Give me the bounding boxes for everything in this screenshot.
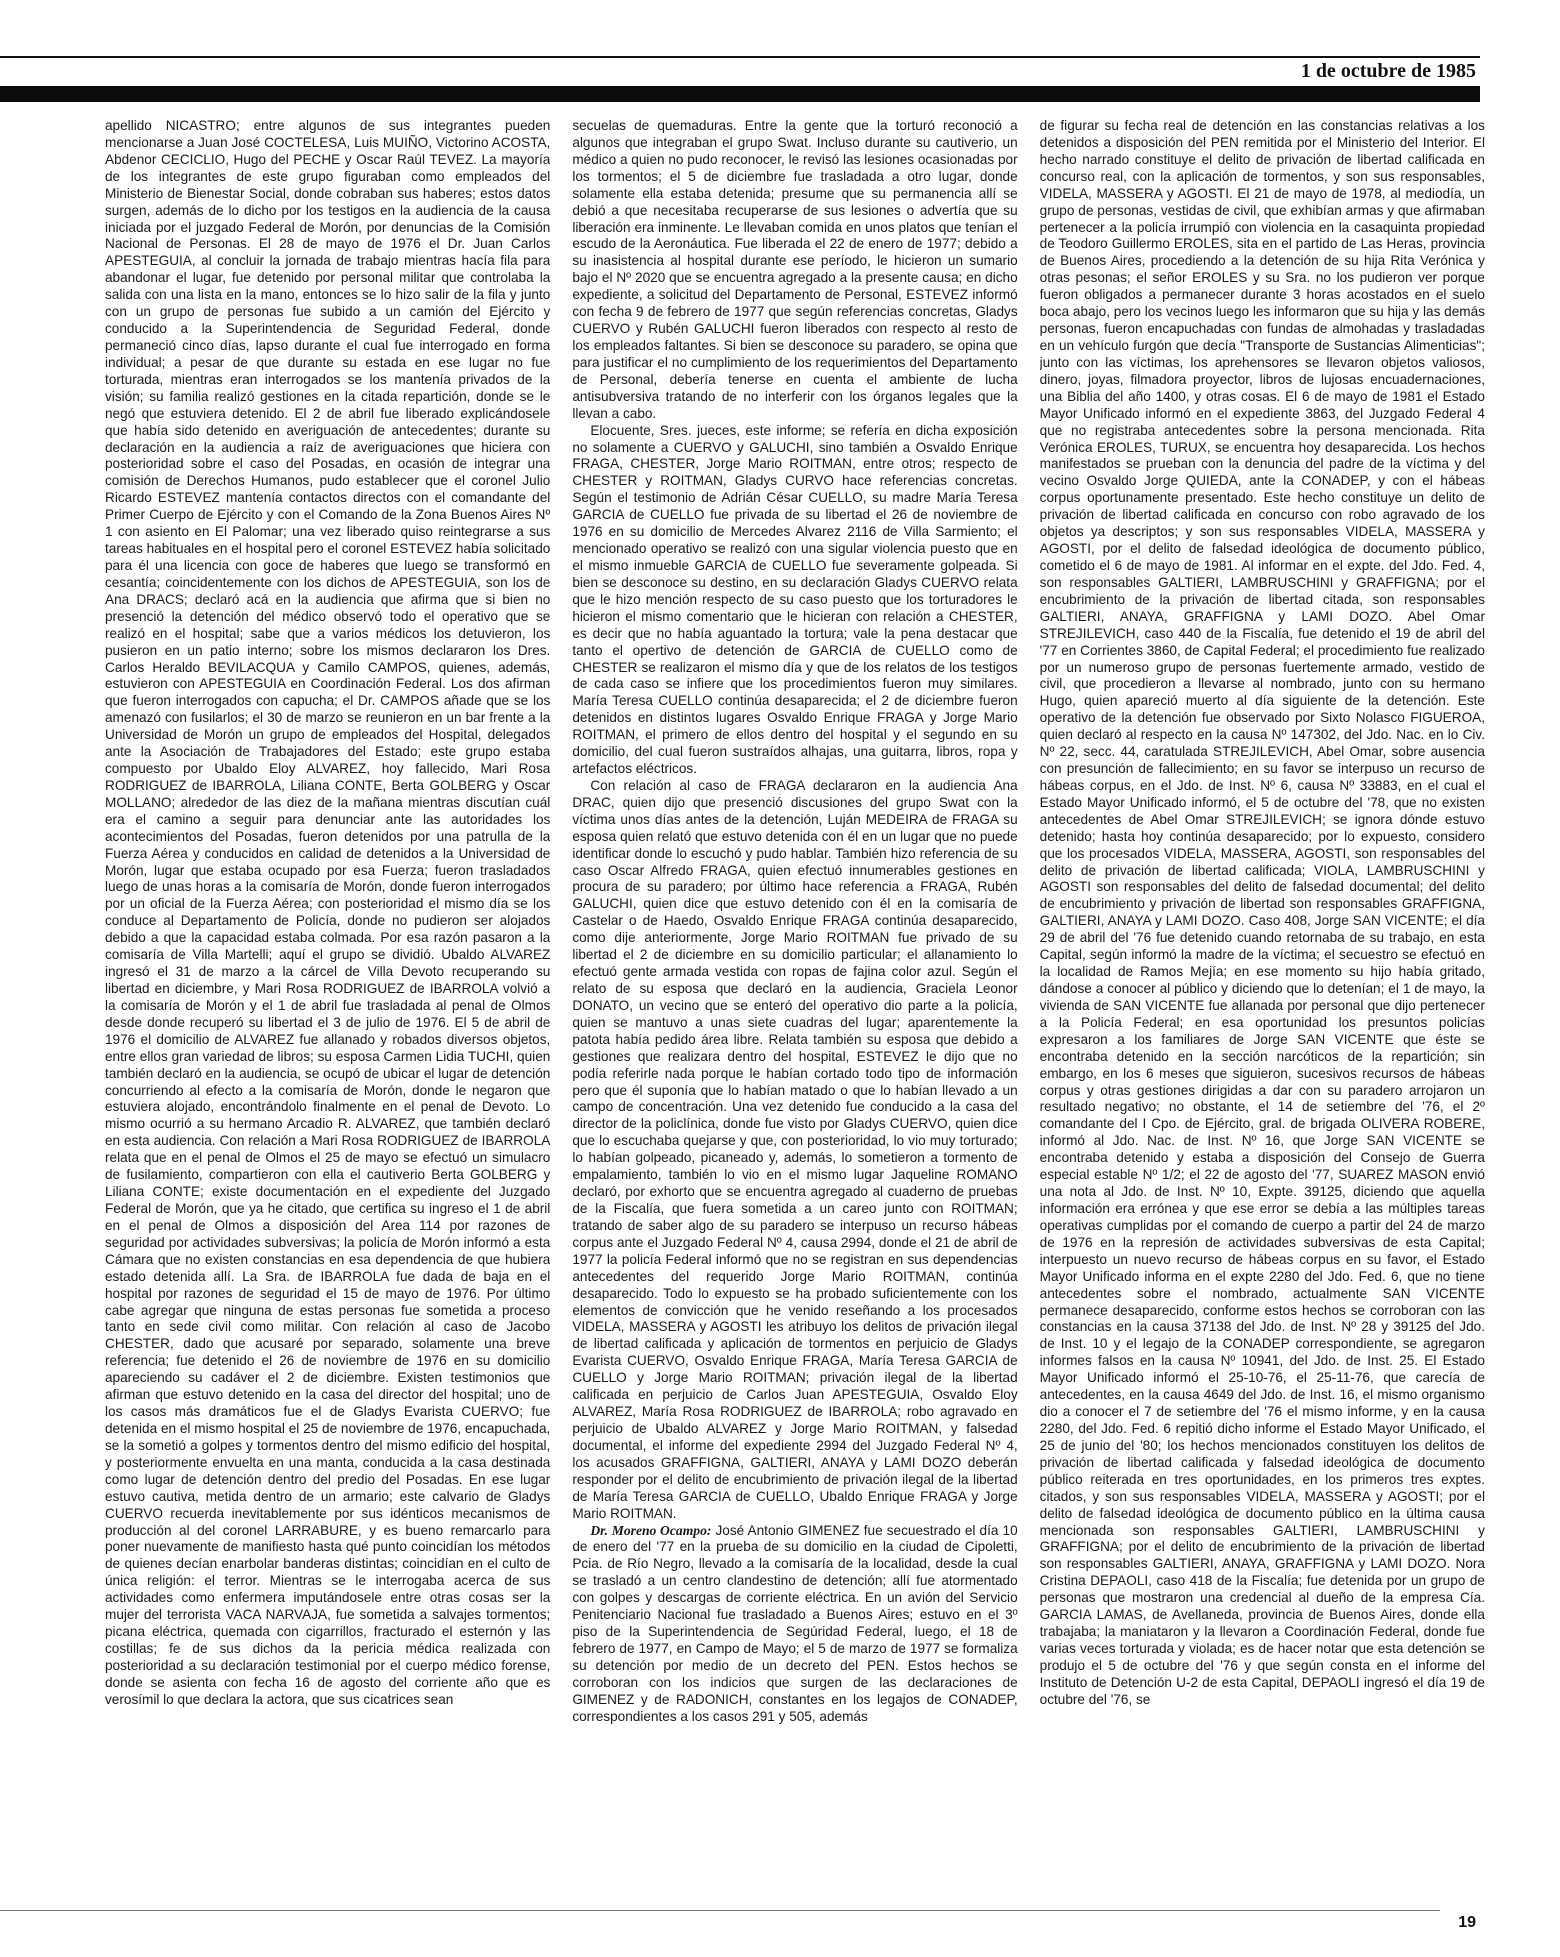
paragraph-text: José Antonio GIMENEZ fue secuestrado el día 10 de enero del '77 en la prueba de su domicilio en la ciudad de Cipoletti, Pcia. de Río Negro, llevado a la comisaría de la localidad, desde la cual se trasladó a un centro clandestino de detención; allí fue atormentado con golpes y descargas de corriente eléctrica. En un avión del Servicio Penitenciario Nacional fue trasladado a Buenos Aires; estuvo en el 3º piso de la Superintendencia de Segúridad Federal, luego, el 18 de febrero de 1977, en Campo de Mayo; el 5 de marzo de 1977 se formaliza su detención por medio de un decreto del PEN. Estos hechos se corroboran con los indicios que surgen de las declaraciones de GIMENEZ y de RADONICH, constantes en los legajos de CONADEP, correspondientes a los casos 291 y 505, además	[572, 1522, 1018, 1724]
page-number: 19	[1458, 1914, 1476, 1931]
header-bar	[0, 86, 1480, 102]
paragraph: secuelas de quemaduras. Entre la gente que la torturó reconoció a algunos que integraban el grupo Swat. Incluso durante su cautiverio, un médico a quien no pudo reconocer, le revisó las lesiones ocasionadas por los tormentos; el 5 de diciembre fue trasladada a otro lugar, donde solamente ella estaba detenida; presume que su permanencia allí se debió a que necesitaba recuperarse de sus lesiones o advertía que su liberación era inminente. Le llevaban comida en unos platos que tenían el escudo de la Aeronáutica. Fue liberada el 22 de enero de 1977; debido a su inasistencia al hospital durante ese período, le hicieron un sumario bajo el Nº 2020 que se encuentra agregado a la presente causa; en dicho expediente, a solicitud del Departamento de Personal, ESTEVEZ informó con fecha 9 de febrero de 1977 que según referencias concretas, Gladys CUERVO y Rubén GALUCHI fueron liberados con respecto al resto de los empleados faltantes. Si bien se desconoce su paradero, se opina que para justificar el no cumplimiento de los requerimientos del Departamento de Personal, debería tenerse en cuenta el ambiente de lucha antisubversiva tratando de no interferir con los órganos legales que la llevan a cabo.	[572, 118, 1018, 421]
column-1	[105, 118, 550, 1888]
column-3	[1040, 118, 1485, 1888]
paragraph: apellido NICASTRO; entre algunos de sus integrantes pueden mencionarse a Juan José COCTELESA, Luis MUIÑO, Victorino ACOSTA, Abdenor CECICLIO, Hugo del PECHE y Oscar Raúl TEVEZ. La mayoría de los integrantes de este grupo figuraban como empleados del Ministerio de Bienestar Social, donde cobraban sus haberes; estos datos surgen, además de lo dicho por los testigos en la audiencia de la causa iniciada por el juzgado Federal de Morón, por denuncias de la Comisión Nacional de Personas. El 28 de mayo de 1976 el Dr. Juan Carlos APESTEGUIA, al concluir la jornada de trabajo mientras hacía fila para abandonar el lugar, fue detenido por personal militar que controlaba la salida con una lista en la mano, entonces se lo hizo salir de la fila y junto con un grupo de personas fue subido a un camión del Ejército y conducido a la Superintendencia de Seguridad Federal, donde permaneció cinco días, lapso durante el cual fue interrogado en forma individual; a pesar de que durante su estada en ese lugar no fue torturada, mientras eran interrogados se los mantenía privados de la visión; su familia realizó gestiones en la citada repartición, donde se le negó que estuviera detenido. El 2 de abril fue liberado explicándosele que había sido detenido en averiguación de antecedentes; durante su declaración en la audiencia a raíz de averiguaciones que hiciera con posterioridad sobre el caso del Posadas, en ocasión de integrar una comisión de Derechos Humanos, pudo establecer que el coronel Julio Ricardo ESTEVEZ mantenía contactos directos con el comandante del Primer Cuerpo de Ejército y con el Comando de la Zona Buenos Aires Nº 1 con asiento en El Palomar; una vez liberado quiso reintegrarse a sus tareas habituales en el hospital pero el coronel ESTEVEZ había solicitado para él una licencia con goce de haberes que luego se transformó en cesantía; coincidentemente con los dichos de APESTEGUIA, son los de Ana DRACS; declaró acá en la audiencia que afirma que si bien no presenció la detención del médico observó todo el operativo que se realizó en el hospital; sabe que a varios médicos los detuvieron, los pusieron en un patio interno; sobre los mismos declararon los Dres. Carlos Heraldo BEVILACQUA y Camilo CAMPOS, quienes, además, estuvieron con APESTEGUIA en Coordinación Federal. Los dos afirman que fueron interrogados con capucha; el Dr. CAMPOS añade que se los amenazó con fusilarlos; el 30 de marzo se reunieron en un bar frente a la Universidad de Morón un grupo de empleados del Hospital, delegados ante la Asociación de Trabajadores del Estado; este grupo estaba compuesto por Ubaldo Eloy ALVAREZ, hoy fallecido, Mari Rosa RODRIGUEZ de IBARROLA, Liliana CONTE, Berta GOLBERG y Oscar MOLLANO; alrededor de las diez de la mañana mientras discutían cuál era el camino a seguir para denunciar ante las autoridades los acontecimientos del Posadas, fueron detenidos por una patrulla de la Fuerza Aérea y conducidos en calidad de detenidos a la Universidad de Morón, lugar que estaba ocupado por esa Fuerza; fueron trasladados luego de unas horas a la comisaría de Morón, donde fueron interrogados por un oficial de la Fuerza Aérea; con posterioridad el mismo día se los conduce al Departamento de Policía, donde no pudieron ser alojados debido a que la capacidad estaba colmada. Por esa razón pasaron a la comisaría de Villa Martelli; aquí el grupo se dividió. Ubaldo ALVAREZ ingresó el 31 de marzo a la cárcel de Villa Devoto recuperando su libertad en diciembre, y Mari Rosa RODRIGUEZ de IBARROLA volvió a la comisaría de Morón y el 1 de abril fue trasladada al penal de Olmos desde donde recuperó su libertad el 3 de julio de 1976. El 5 de abril de 1976 el domicilio de ALVAREZ fue allanado y robados diversos objetos, entre ellos gran variedad de libros; su esposa Carmen Lidia TUCHI, quien también declaró en la audiencia, se ocupó de ubicar el lugar de detención concurriendo al efecto a la comisaría de Morón, donde le negaron que estuviera alojado, encontrándolo finalmente en el penal de Devoto. Lo mismo ocurrió a su hermano Arcadio R. ALVAREZ, que también declaró en esta audiencia. Con relación a Mari Rosa RODRIGUEZ de IBARROLA relata que en el penal de Olmos el 25 de mayo se efectuó un simulacro de fusilamiento, compartieron con ella el cautiverio Berta GOLBERG y Liliana CONTE; existe documentación en el expediente del Juzgado Federal de Morón, que ya he citado, que certifica su ingreso el 1 de abril en el penal de Olmos a disposición del Area 114 por razones de seguridad por actividades subversivas; la policía de Morón informó a esta Cámara que no existen constancias en esa dependencia de que hubiera estado detenida allí. La Sra. de IBARROLA fue dada de baja en el hospital por razones de seguridad el 15 de mayo de 1976. Por último cabe agregar que ninguna de estas personas fue sometida a proceso tanto en sede civil como militar. Con relación al caso de Jacobo CHESTER, dado que acusaré por separado, solamente una breve referencia; fue detenido el 26 de noviembre de 1976 en su domicilio apareciendo su cadáver el 2 de diciembre. Existen testimonios que afirman que estuvo detenido en la casa del director del hospital; uno de los casos más dramáticos fue el de Gladys Evarista CUERVO; fue detenida en el mismo hospital el 25 de noviembre de 1976, encapuchada, se la sometió a golpes y tormentos dentro del mismo edificio del hospital, y posteriormente envuelta en una manta, conducida a la casa destinada como lugar de detención dentro del predio del Posadas. En ese lugar estuvo cautiva, metida dentro de un armario; este calvario de Gladys CUERVO recuerda inevitablemente por sus idénticos mecanismos de producción al del coronel LARRABURE, y es bueno remarcarlo para poner nuevamente de manifiesto hasta qué punto coincidían los métodos de quienes decían enarbolar banderas distintas; coincidían en el culto de única religión: el terror. Mientras se le interrogaba acerca de sus actividades como enfermera imputándosele entre otras cosas ser la mujer del terrorista VACA NARVAJA, fue sometida a salvajes tormentos; picana eléctrica, quemada con cigarrillos, fracturado el esternón y las costillas; fe de sus dichos da la pericia médica realizada con posterioridad a su declaración testimonial por el cuerpo médico forense, donde se asienta con fecha 16 de agosto del corriente año que es verosímil lo que declara la actora, que sus cicatrices sean	[105, 118, 551, 1707]
speaker-lead: Dr. Moreno Ocampo:	[590, 1522, 712, 1538]
paragraph	[572, 1523, 1017, 1726]
paragraph: Elocuente, Sres. jueces, este informe; se refería en dicha exposición no solamente a CUERVO y GALUCHI, sino también a Osvaldo Enrique FRAGA, CHESTER, Jorge Mario ROITMAN, entre otros; respecto de CHESTER y ROITMAN, Gladys CURVO hace referencias concretas. Según el testimonio de Adrián César CUELLO, su madre María Teresa GARCIA de CUELLO fue privada de su libertad el 26 de noviembre de 1976 en su domicilio de Mercedes Alvarez 2116 de Villa Sarmiento; el mencionado operativo se realizó con una sigular violencia puesto que en el mismo inmueble GARCIA de CUELLO fue severamente golpeada. Si bien se desconoce su destino, en su declaración Gladys CUERVO relata que le hizo mención respecto de su caso puesto que los torturadores le hicieron el mismo comentario que le hicieran con relación a CHESTER, es decir que no había aguantado la tortura; vale la pena destacar que tanto el opertivo de detención de GARCIA de CUELLO como de CHESTER se realizaron el mismo día y que de los relatos de los testigos de cada caso se infiere que los procedimientos fueron muy similares. María Teresa CUELLO continúa desaparecida; el 2 de diciembre fueron detenidos en distintos lugares Osvaldo Enrique FRAGA y Jorge Mario ROITMAN, el primero de ellos dentro del hospital y el segundo en su domicilio, del cual fueron sustraídos alhajas, una guitarra, libros, ropa y artefactos eléctricos.	[572, 422, 1018, 777]
issue-date: 1 de octubre de 1985	[1300, 60, 1476, 82]
header-rule	[0, 56, 1480, 58]
text-columns	[105, 118, 1485, 1888]
footer-rule	[0, 1910, 1440, 1911]
paragraph: Con relación al caso de FRAGA declararon en la audiencia Ana DRAC, quien dijo que presenció discusiones del grupo Swat con la víctima unos días antes de la detención, Luján MEDEIRA de FRAGA su esposa quien relató que estuvo detenida con él en un lugar que no puede identificar donde lo escuchó y pudo hablar. También hizo referencia de su caso Oscar Alfredo FRAGA, quien efectuó innumerables gestiones en procura de su paradero; por último hace referencia a FRAGA, Rubén GALUCHI, quien dice que estuvo detenido con él en la comisaría de Castelar o de Haedo, Osvaldo Enrique FRAGA continúa desaparecido, como dije anteriormente, Jorge Mario ROITMAN fue privado de su libertad el 2 de diciembre en su domicilio particular; el allanamiento lo efectuó gente armada vestida con ropas de fajina color azul. Según el relato de su esposa que declaró en la audiencia, Graciela Leonor DONATO, un vecino que se enteró del operativo dio parte a la policía, quien se mantuvo a unas siete cuadras del lugar; aparentemente la patota había pedido área libre. Relata también su esposa que debido a gestiones que realizara dentro del hospital, ESTEVEZ le dijo que no podía referirle nada porque le habían cortado todo tipo de información pero que él suponía que lo habían matado o que lo habían llevado a un campo de concentración. Una vez detenido fue conducido a la casa del director de la policlínica, donde fue visto por Gladys CUERVO, quien dice que lo escuchaba quejarse y que, con posterioridad, lo vio muy torturado; lo habían golpeado, picaneado y, además, lo sometieron a tormento de empalamiento, también lo vio en el mismo lugar Jaqueline ROMANO declaró, por exhorto que se encuentra agregado al cuaderno de pruebas de la Fiscalía, que fuera sometida a un careo junto con ROITMAN; tratando de saber algo de su paradero se interpuso un recurso hábeas corpus ante el Juzgado Federal Nº 4, causa 2994, donde el 21 de abril de 1977 la policía Federal informó que no se registran en sus dependencias antecedentes del requerido Jorge Mario ROITMAN, continúa desaparecido. Todo lo expuesto se ha probado suficientemente con los elementos de convicción que he venido reseñando a los procesados VIDELA, MASSERA y AGOSTI les atribuyo los delitos de privación ilegal de libertad calificada y aplicación de tormentos en perjuicio de Gladys Evarista CUERVO, Osvaldo Enrique FRAGA, María Teresa GARCIA de CUELLO y Jorge Mario ROITMAN; privación ilegal de la libertad calificada en perjuicio de Carlos Juan APESTEGUIA, Osvaldo Eloy ALVAREZ, María Rosa RODRIGUEZ de IBARROLA; robo agravado en perjuicio de Ubaldo ALVAREZ y Jorge Mario ROITMAN, y falsedad documental, el informe del expediente 2994 del Juzgado Federal Nº 4, los acusados GRAFFIGNA, GALTIERI, ANAYA y LAMI DOZO deberán responder por el delito de encubrimiento de privación ilegal de la libertad de María Teresa GARCIA de CUELLO, Ubaldo Enrique FRAGA y Jorge Mario ROITMAN.	[572, 777, 1018, 1521]
column-2	[572, 118, 1017, 1888]
paragraph: de figurar su fecha real de detención en las constancias relativas a los detenidos a disposición del PEN remitida por el Ministerio del Interior. El hecho narrado constituye el delito de privación de libertad calificada en concurso real, con la aplicación de tormentos, y son sus responsables, VIDELA, MASSERA y AGOSTI. El 21 de mayo de 1978, al mediodía, un grupo de personas, vestidas de civil, que exhibían armas y que afirmaban pertenecer a la policía irrumpió con violencia en la casaquinta propiedad de Teodoro Guillermo EROLES, sita en el partido de Las Heras, provincia de Buenos Aires, procediendo a la detención de su hija Rita Verónica y otras pesonas; el señor EROLES y su Sra. no los pudieron ver porque fueron obligados a permanecer durante 3 horas acostados en el suelo boca abajo, pero los vecinos luego les informaron que su hija y las demás personas, fueron encapuchadas con fundas de almohadas y trasladadas en un vehículo furgón que decía "Transporte de Sustancias Alimenticias"; junto con las víctimas, los aprehensores se llevaron objetos valiosos, dinero, joyas, filmadora proyector, libros de lujosas encuadernaciones, una Biblia del año 1400, y otras cosas. El 6 de mayo de 1981 el Estado Mayor Unificado informó en el expediente 3863, del Juzgado Federal 4 que no registraba antecedentes sobre la persona mencionada. Rita Verónica EROLES, TURUX, se encuentra hoy desaparecida. Los hechos manifestados se prueban con la denuncia del padre de la víctima y del vecino Osvaldo Jorge QUIEDA, ante la CONADEP, y con el hábeas corpus oportunamente presentado. Este hecho constituye un delito de privación de libertad calificada en concurso con robo agravado de los objetos ya descriptos; y son sus responsables VIDELA, MASSERA y AGOSTI, por el delito de falsedad ideológica de documento público, cometido el 6 de mayo de 1981. Al informar en el expte. del Jdo. Fed. 4, son responsables GALTIERI, LAMBRUSCHINI y GRAFFIGNA; por el encubrimiento de la privación de libertad citada, son responsables GALTIERI, ANAYA, GRAFFIGNA y LAMI DOZO. Abel Omar STREJILEVICH, caso 440 de la Fiscalía, fue detenido el 19 de abril del '77 en Corrientes 3860, de Capital Federal; el procedimiento fue realizado por un numeroso grupo de personas fuertemente armado, vestido de civil, que procedieron a llevarse al nombrado, junto con su hermano Hugo, quien apareció muerto al día siguiente de la detención. Este operativo de la detención fue observado por Sixto Nolasco FIGUEROA, quien declaró al respecto en la causa Nº 147302, del Jdo. Nac. en lo Civ. Nº 22, secc. 44, caratulada STREJILEVICH, Abel Omar, sobre ausencia con presunción de fallecimiento; en su favor se interpuso un recurso de hábeas corpus, en el Jdo. de Inst. Nº 6, causa Nº 33883, en el cual el Estado Mayor Unificado informó, el 5 de octubre del '78, que no existen antecedentes de Abel Omar STREJILEVICH; se ignora dónde estuvo detenido; hasta hoy continúa desaparecido; por lo expuesto, considero que los procesados VIDELA, MASSERA, AGOSTI, son responsables del delito de privación de libertad calificada; VIOLA, LAMBRUSCHINI y AGOSTI son responsables del delito de falsedad documental; del delito de encubrimiento y privación de libertad son responsables GRAFFIGNA, GALTIERI, ANAYA y LAMI DOZO. Caso 408, Jorge SAN VICENTE; el día 29 de abril del '76 fue detenido cuando retornaba de su trabajo, en esta Capital, según informó la madre de la víctima; el secuestro se efectuó en la localidad de Ramos Mejía; en ese momento su hijo había gritado, dándose a conocer al público y diciendo que lo detenían; el 1 de mayo, la vivienda de SAN VICENTE fue allanada por personal que dijo pertenecer a la Policía Federal; en esa oportunidad los presuntos policías expresaron a los familiares de Jorge SAN VICENTE que éste se encontraba detenido en la sección narcóticos de la repartición; sin embargo, en los 6 meses que siguieron, sucesivos recursos de hábeas corpus y otras gestiones dirigidas a dar con su paradero arrojaron un resultado negativo; no obstante, el 14 de setiembre del '76, el 2º comandante del I Cpo. de Ejército, gral. de brigada OLIVERA ROBERE, informó al Jdo. Nac. de Inst. Nº 16, que Jorge SAN VICENTE se encontraba detenido y estaba a disposición del Consejo de Guerra especial estable Nº 1/2; el 22 de agosto del '77, SUAREZ MASON envió una nota al Jdo. de Inst. Nº 10, Expte. 39125, diciendo que aquella información era errónea y que ese error se debía a las múltiples tareas operativas cumplidas por el comando de cuerpo a partir del 24 de marzo de 1976 en la represión de actividades subversivas de esta Capital; interpuesto un nuevo recurso de hábeas corpus en su favor, el Estado Mayor Unificado informa en el expte 2280 del Jdo. Fed. 6, que no tiene antecedentes sobre el nombrado, actualmente SAN VICENTE permanece desaparecido, conforme estos hechos se corroboran con las constancias en la causa 37138 del Jdo. de Inst. Nº 28 y 39125 del Jdo. de Inst. 10 y el legajo de la CONADEP correspondiente, se agregaron informes falsos en la causa Nº 10941, del Jdo. de Inst. 25. El Estado Mayor Unificado informó el 25-10-76, el 25-11-76, que carecía de antecedentes, en la causa 4649 del Jdo. de Inst. 16, el mismo organismo dio a conocer el 7 de setiembre del '76 el mismo informe, y en la causa 2280, del Jdo. Fed. 6 repitió dicho informe el Estado Mayor Unificado, el 25 de junio del '80; los hechos mencionados constituyen los delitos de privación de libertad calificada y falsedad ideológica de documento público reiterada en tres oportunidades, en los primeros tres exptes. citados, y son sus responsables VIDELA, MASSERA y AGOSTI; por el delito de falsedad ideológica de documento público en la última causa mencionada son responsables GALTIERI, LAMBRUSCHINI y GRAFFIGNA; por el delito de encubrimiento de la privación de libertad son responsables GALTIERI, ANAYA, GRAFFIGNA y LAMI DOZO. Nora Cristina DEPAOLI, caso 418 de la Fiscalía; fue detenida por un grupo de personas que mostraron una credencial al dueño de la empresa Cía. GARCIA LAMAS, de Avellaneda, provincia de Buenos Aires, donde ella trabajaba; la maniataron y la llevaron a Coordinación Federal, donde fue varias veces torturada y violada; es de hacer notar que esta detención se produjo el 5 de octubre del '76 y que según consta en el informe del Instituto de Detención U-2 de esta Capital, DEPAOLI ingresó el día 19 de octubre del '76, se	[1039, 118, 1485, 1707]
